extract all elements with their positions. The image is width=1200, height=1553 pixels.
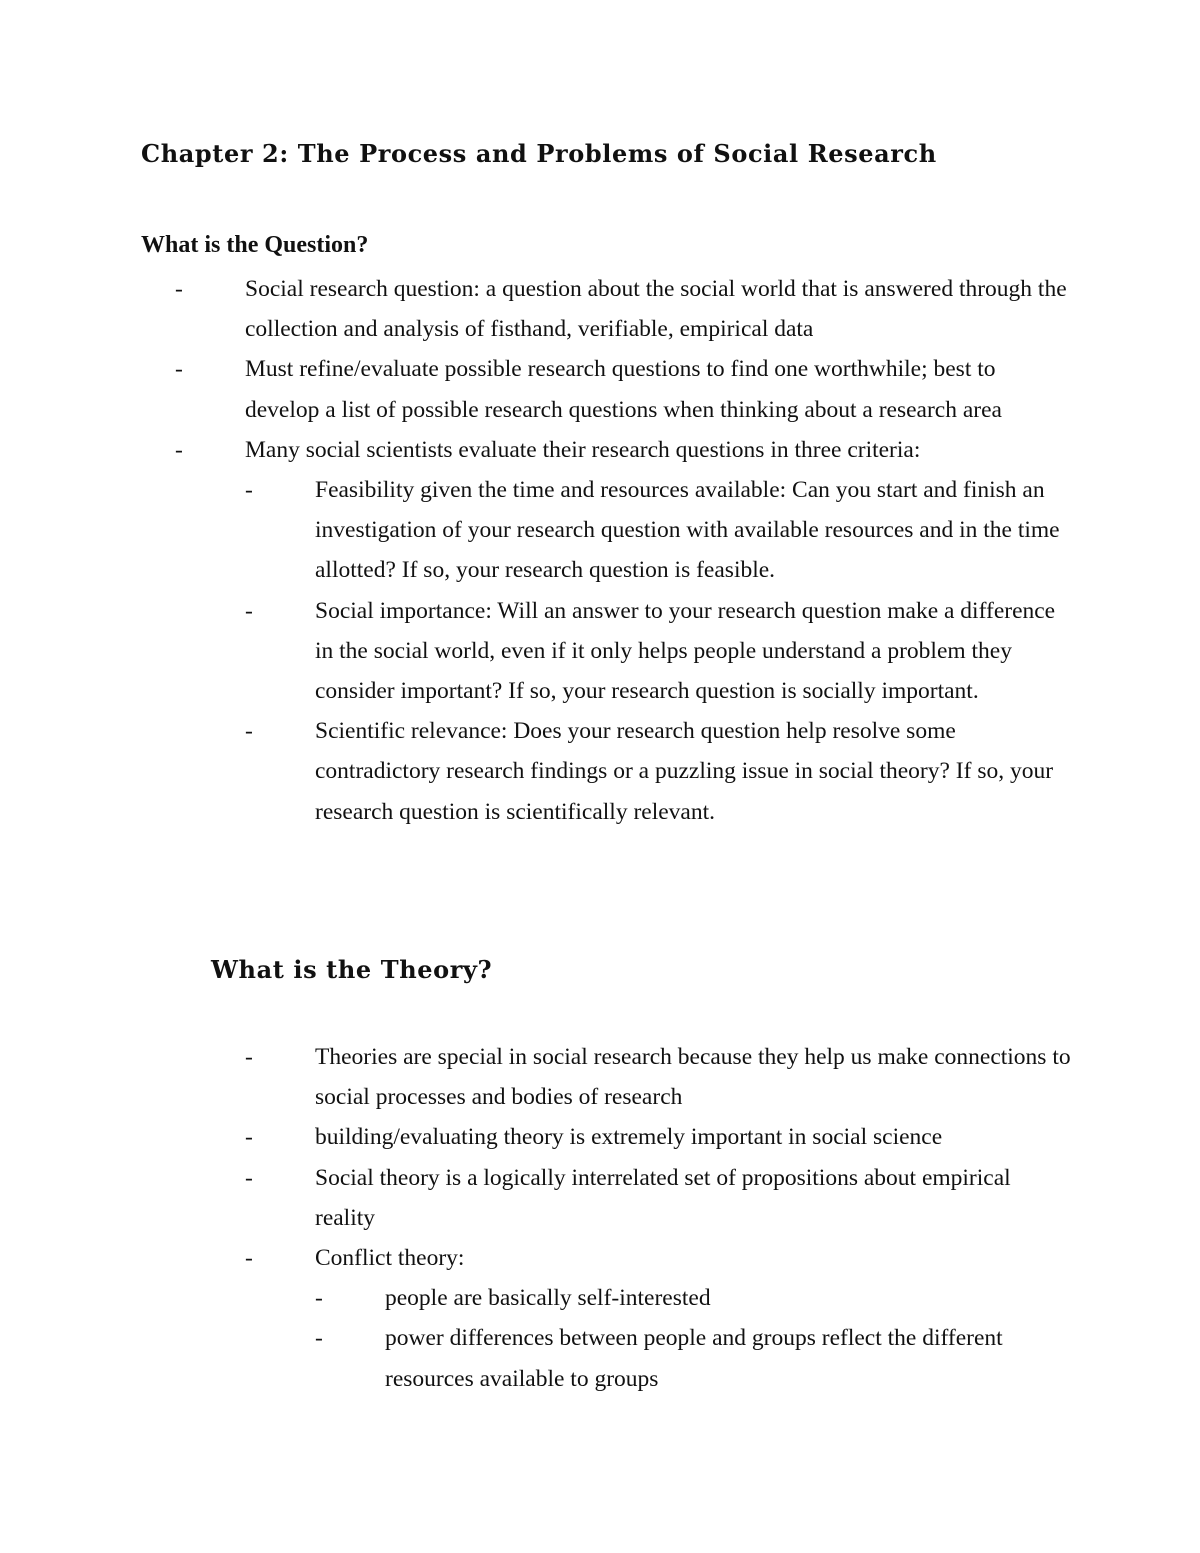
bullet-dash: - <box>315 1285 323 1312</box>
bullet-dash: - <box>175 356 183 383</box>
list-item <box>245 1238 1075 1399</box>
list-item-text: Conflict theory: <box>315 1245 465 1272</box>
page-title: Chapter 2: The Process and Problems of Social Research <box>141 139 937 168</box>
section-heading-theory: What is the Theory? <box>211 955 493 984</box>
list-item <box>245 1117 1075 1157</box>
list-item-text: building/evaluating theory is extremely important in social science <box>315 1124 943 1151</box>
bullet-dash: - <box>245 1245 253 1272</box>
list-item-text: Social research question: a question about the social world that is answered through the collection and analysis of fisthand, verifiable, empirical data <box>245 276 1067 343</box>
section-heading-question: What is the Question? <box>141 232 369 258</box>
question-list <box>175 269 1075 832</box>
conflict-text: power differences between people and groups reflect the different resources available to groups <box>385 1325 1003 1392</box>
bullet-dash: - <box>245 1164 253 1191</box>
list-item-text: Must refine/evaluate possible research questions to find one worthwhile; best to develop a list of possible research questions when thinking about a research area <box>245 356 1002 423</box>
criteria-text: Feasibility given the time and resources available: Can you start and finish an investigation of your research question with available resources and in the time allotted? If so, your research question is feasible. <box>315 477 1060 584</box>
criteria-text: Scientific relevance: Does your research question help resolve some contradictory research findings or a puzzling issue in social theory? If so, your research question is scientifically relevant. <box>315 718 1054 825</box>
conflict-theory-list <box>315 1278 1075 1399</box>
bullet-dash: - <box>315 1325 323 1352</box>
list-item-text: Social theory is a logically interrelated set of propositions about empirical reality <box>315 1164 1011 1231</box>
bullet-dash: - <box>245 477 253 504</box>
theory-list <box>245 1037 1075 1399</box>
list-item <box>245 1037 1075 1117</box>
conflict-text: people are basically self-interested <box>385 1285 711 1312</box>
criteria-text: Social importance: Will an answer to your research question make a difference in the social world, even if it only helps people understand a problem they consider important? If so, your research question is socially important. <box>315 597 1056 705</box>
criteria-item <box>245 591 1075 712</box>
bullet-dash: - <box>245 1124 253 1151</box>
criteria-list <box>245 470 1075 832</box>
criteria-item <box>245 711 1075 832</box>
conflict-item <box>315 1278 1075 1318</box>
list-item <box>175 349 1075 429</box>
list-item <box>245 1158 1075 1238</box>
bullet-dash: - <box>175 276 183 302</box>
list-item-text: Many social scientists evaluate their research questions in three criteria: <box>245 436 921 463</box>
bullet-dash: - <box>245 1044 253 1070</box>
conflict-item <box>315 1318 1075 1398</box>
list-item <box>175 269 1075 349</box>
bullet-dash: - <box>175 436 183 463</box>
bullet-dash: - <box>245 597 253 624</box>
bullet-dash: - <box>245 718 253 745</box>
list-item-text: Theories are special in social research because they help us make connections to social processes and bodies of research <box>315 1044 1071 1111</box>
criteria-item <box>245 470 1075 591</box>
list-item <box>175 430 1075 832</box>
